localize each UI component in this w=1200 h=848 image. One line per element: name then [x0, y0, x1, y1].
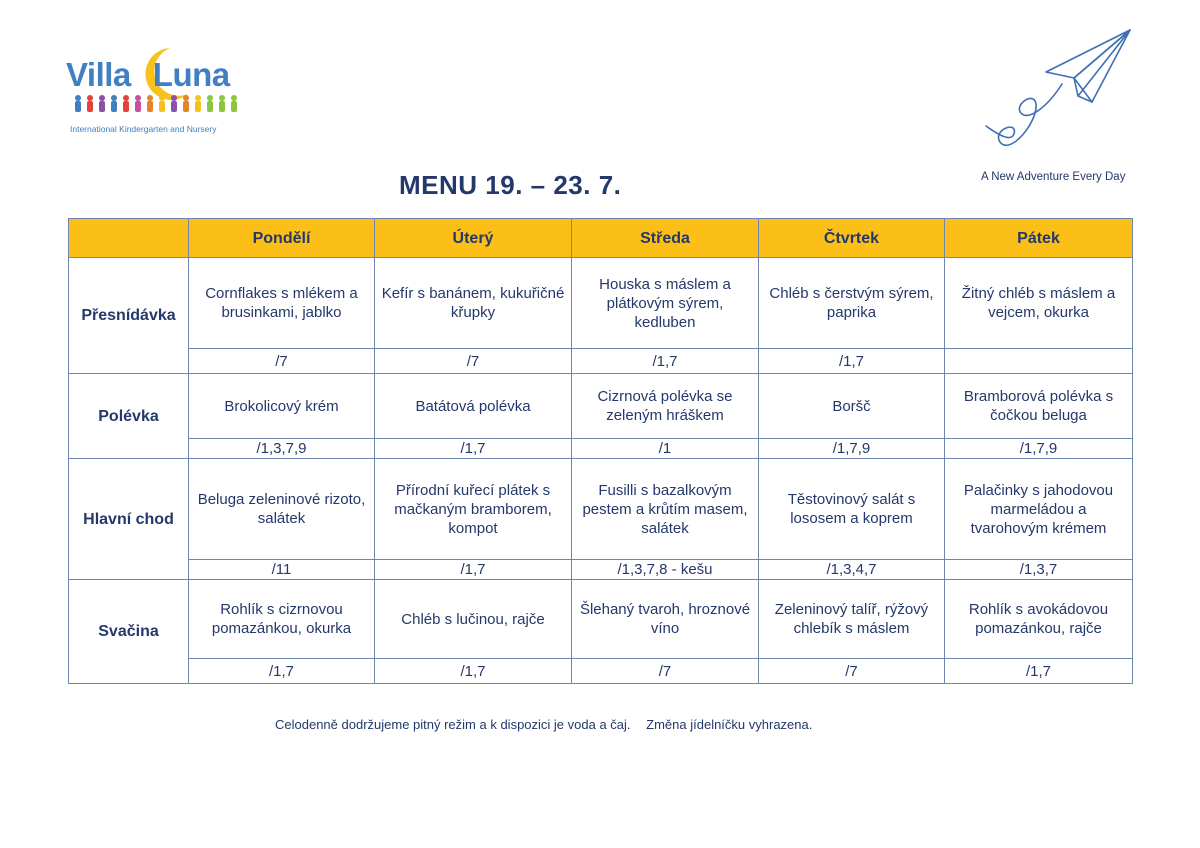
day-header: Pondělí: [189, 219, 375, 258]
dish-cell: Batátová polévka: [375, 374, 572, 439]
allergen-cell: /1,7: [375, 439, 572, 459]
dish-cell: Fusilli s bazalkovým pestem a krůtím masem, salátek: [572, 459, 759, 560]
allergen-cell: /1,7: [759, 349, 945, 374]
allergen-cell: /1,3,7,9: [189, 439, 375, 459]
allergen-cell: /7: [759, 659, 945, 684]
dish-cell: Těstovinový salát s lososem a koprem: [759, 459, 945, 560]
page-title: MENU 19. – 23. 7.: [399, 170, 622, 200]
meal-label: Přesnídávka: [69, 258, 189, 374]
dish-cell: Chléb s čerstvým sýrem, paprika: [759, 258, 945, 349]
table-row: [69, 258, 1133, 349]
allergen-row: [69, 349, 1133, 374]
dish-cell: Palačinky s jahodovou marmeládou a tvarohovým krémem: [945, 459, 1133, 560]
allergen-cell: /1,7: [572, 349, 759, 374]
dish-cell: Chléb s lučinou, rajče: [375, 580, 572, 659]
allergen-cell: /1: [572, 439, 759, 459]
dish-cell: Beluga zeleninové rizoto, salátek: [189, 459, 375, 560]
allergen-cell: [945, 349, 1133, 374]
weekly-menu-table: [68, 218, 1133, 684]
allergen-cell: /1,7: [189, 659, 375, 684]
meal-label: Polévka: [69, 374, 189, 459]
logo-wordmark: Villa Luna: [66, 56, 230, 93]
footer-drinking-note: Celodenně dodržujeme pitný režim a k dispozici je voda a čaj.: [275, 717, 631, 732]
allergen-cell: /11: [189, 560, 375, 580]
dish-cell: Přírodní kuřecí plátek s mačkaným bramborem, kompot: [375, 459, 572, 560]
allergen-cell: /1,7,9: [945, 439, 1133, 459]
corner-cell: [69, 219, 189, 258]
dish-cell: Cizrnová polévka se zeleným hráškem: [572, 374, 759, 439]
dish-cell: Kefír s banánem, kukuřičné křupky: [375, 258, 572, 349]
table-row: [69, 374, 1133, 439]
villa-luna-logo: [66, 44, 266, 139]
table-header-row: [69, 219, 1133, 258]
allergen-cell: /1,3,7,8 - kešu: [572, 560, 759, 580]
children-figures-icon: [70, 94, 242, 114]
dish-cell: Houska s máslem a plátkovým sýrem, kedluben: [572, 258, 759, 349]
allergen-cell: /1,3,7: [945, 560, 1133, 580]
dish-cell: Bramborová polévka s čočkou beluga: [945, 374, 1133, 439]
dish-cell: Rohlík s cizrnovou pomazánkou, okurka: [189, 580, 375, 659]
allergen-cell: /1,7,9: [759, 439, 945, 459]
meal-label: Svačina: [69, 580, 189, 684]
day-header: Čtvrtek: [759, 219, 945, 258]
footer-note: [275, 717, 812, 732]
allergen-cell: /1,3,4,7: [759, 560, 945, 580]
allergen-cell: /1,7: [945, 659, 1133, 684]
day-header: Středa: [572, 219, 759, 258]
dish-cell: Cornflakes s mlékem a brusinkami, jablko: [189, 258, 375, 349]
meal-label: Hlavní chod: [69, 459, 189, 580]
dish-cell: Žitný chléb s máslem a vejcem, okurka: [945, 258, 1133, 349]
table-row: [69, 459, 1133, 560]
dish-cell: Brokolicový krém: [189, 374, 375, 439]
dish-cell: Zeleninový talíř, rýžový chlebík s máslem: [759, 580, 945, 659]
table-row: [69, 580, 1133, 659]
tagline: A New Adventure Every Day: [981, 171, 1126, 183]
day-header: Pátek: [945, 219, 1133, 258]
dish-cell: Rohlík s avokádovou pomazánkou, rajče: [945, 580, 1133, 659]
dish-cell: Boršč: [759, 374, 945, 439]
allergen-cell: /1,7: [375, 560, 572, 580]
allergen-cell: /7: [189, 349, 375, 374]
allergen-row: [69, 439, 1133, 459]
allergen-cell: /1,7: [375, 659, 572, 684]
paper-plane-icon: [978, 24, 1138, 164]
allergen-row: [69, 560, 1133, 580]
footer-change-note: Změna jídelníčku vyhrazena.: [646, 717, 813, 732]
day-header: Úterý: [375, 219, 572, 258]
allergen-cell: /7: [375, 349, 572, 374]
dish-cell: Šlehaný tvaroh, hroznové víno: [572, 580, 759, 659]
logo-subtitle: International Kindergarten and Nursery: [70, 124, 217, 134]
allergen-row: [69, 659, 1133, 684]
allergen-cell: /7: [572, 659, 759, 684]
